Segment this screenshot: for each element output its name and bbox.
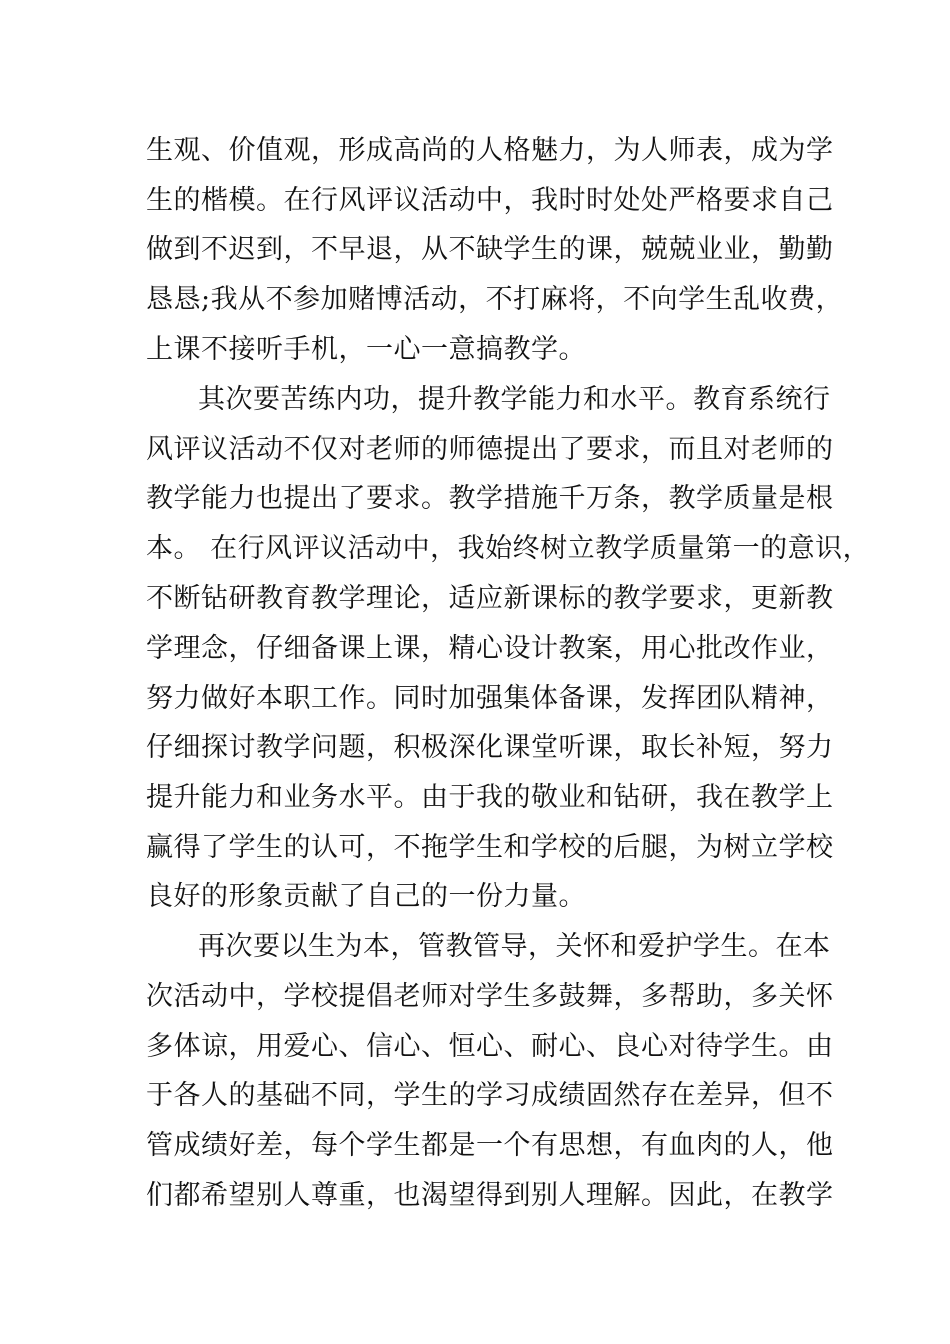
text-line-3: 做到不迟到，不早退，从不缺学生的课，兢兢业业，勤勤 xyxy=(146,234,834,265)
text-line-13: 仔细探讨教学问题，积极深化课堂听课，取长补短，努力 xyxy=(146,732,834,763)
text-line-9: 本。 在行风评议活动中，我始终树立教学质量第一的意识， xyxy=(146,533,871,564)
text-line-15: 赢得了学生的认可，不拖学生和学校的后腿，为树立学校 xyxy=(146,832,834,863)
text-line-18: 次活动中，学校提倡老师对学生多鼓舞，多帮助，多关怀 xyxy=(146,981,834,1012)
text-line-11: 学理念，仔细备课上课，精心设计教案，用心批改作业， xyxy=(146,633,834,664)
text-line-6: 其次要苦练内功，提升教学能力和水平。教育系统行 xyxy=(198,384,831,415)
text-line-14: 提升能力和业务水平。由于我的敬业和钻研，我在教学上 xyxy=(146,782,834,813)
text-line-17: 再次要以生为本，管教管导，关怀和爱护学生。在本 xyxy=(198,931,831,962)
text-line-7: 风评议活动不仅对老师的师德提出了要求，而且对老师的 xyxy=(146,434,834,465)
text-line-22: 们都希望别人尊重，也渴望得到别人理解。因此，在教学 xyxy=(146,1180,834,1211)
text-line-10: 不断钻研教育教学理论，适应新课标的教学要求，更新教 xyxy=(146,583,834,614)
text-line-2: 生的楷模。在行风评议活动中，我时时处处严格要求自己 xyxy=(146,185,834,216)
text-line-1: 生观、价值观，形成高尚的人格魅力，为人师表，成为学 xyxy=(146,135,834,166)
text-line-8: 教学能力也提出了要求。教学措施千万条，教学质量是根 xyxy=(146,483,834,514)
text-line-20: 于各人的基础不同，学生的学习成绩固然存在差异，但不 xyxy=(146,1080,834,1111)
text-line-4: 恳恳;我从不参加赌博活动，不打麻将，不向学生乱收费， xyxy=(146,284,844,315)
text-line-21: 管成绩好差，每个学生都是一个有思想，有血肉的人，他 xyxy=(146,1130,834,1161)
text-line-12: 努力做好本职工作。同时加强集体备课，发挥团队精神， xyxy=(146,683,834,714)
text-line-19: 多体谅，用爱心、信心、恒心、耐心、良心对待学生。由 xyxy=(146,1031,834,1062)
text-line-16: 良好的形象贡献了自己的一份力量。 xyxy=(146,881,586,912)
text-line-5: 上课不接听手机，一心一意搞教学。 xyxy=(146,334,586,365)
